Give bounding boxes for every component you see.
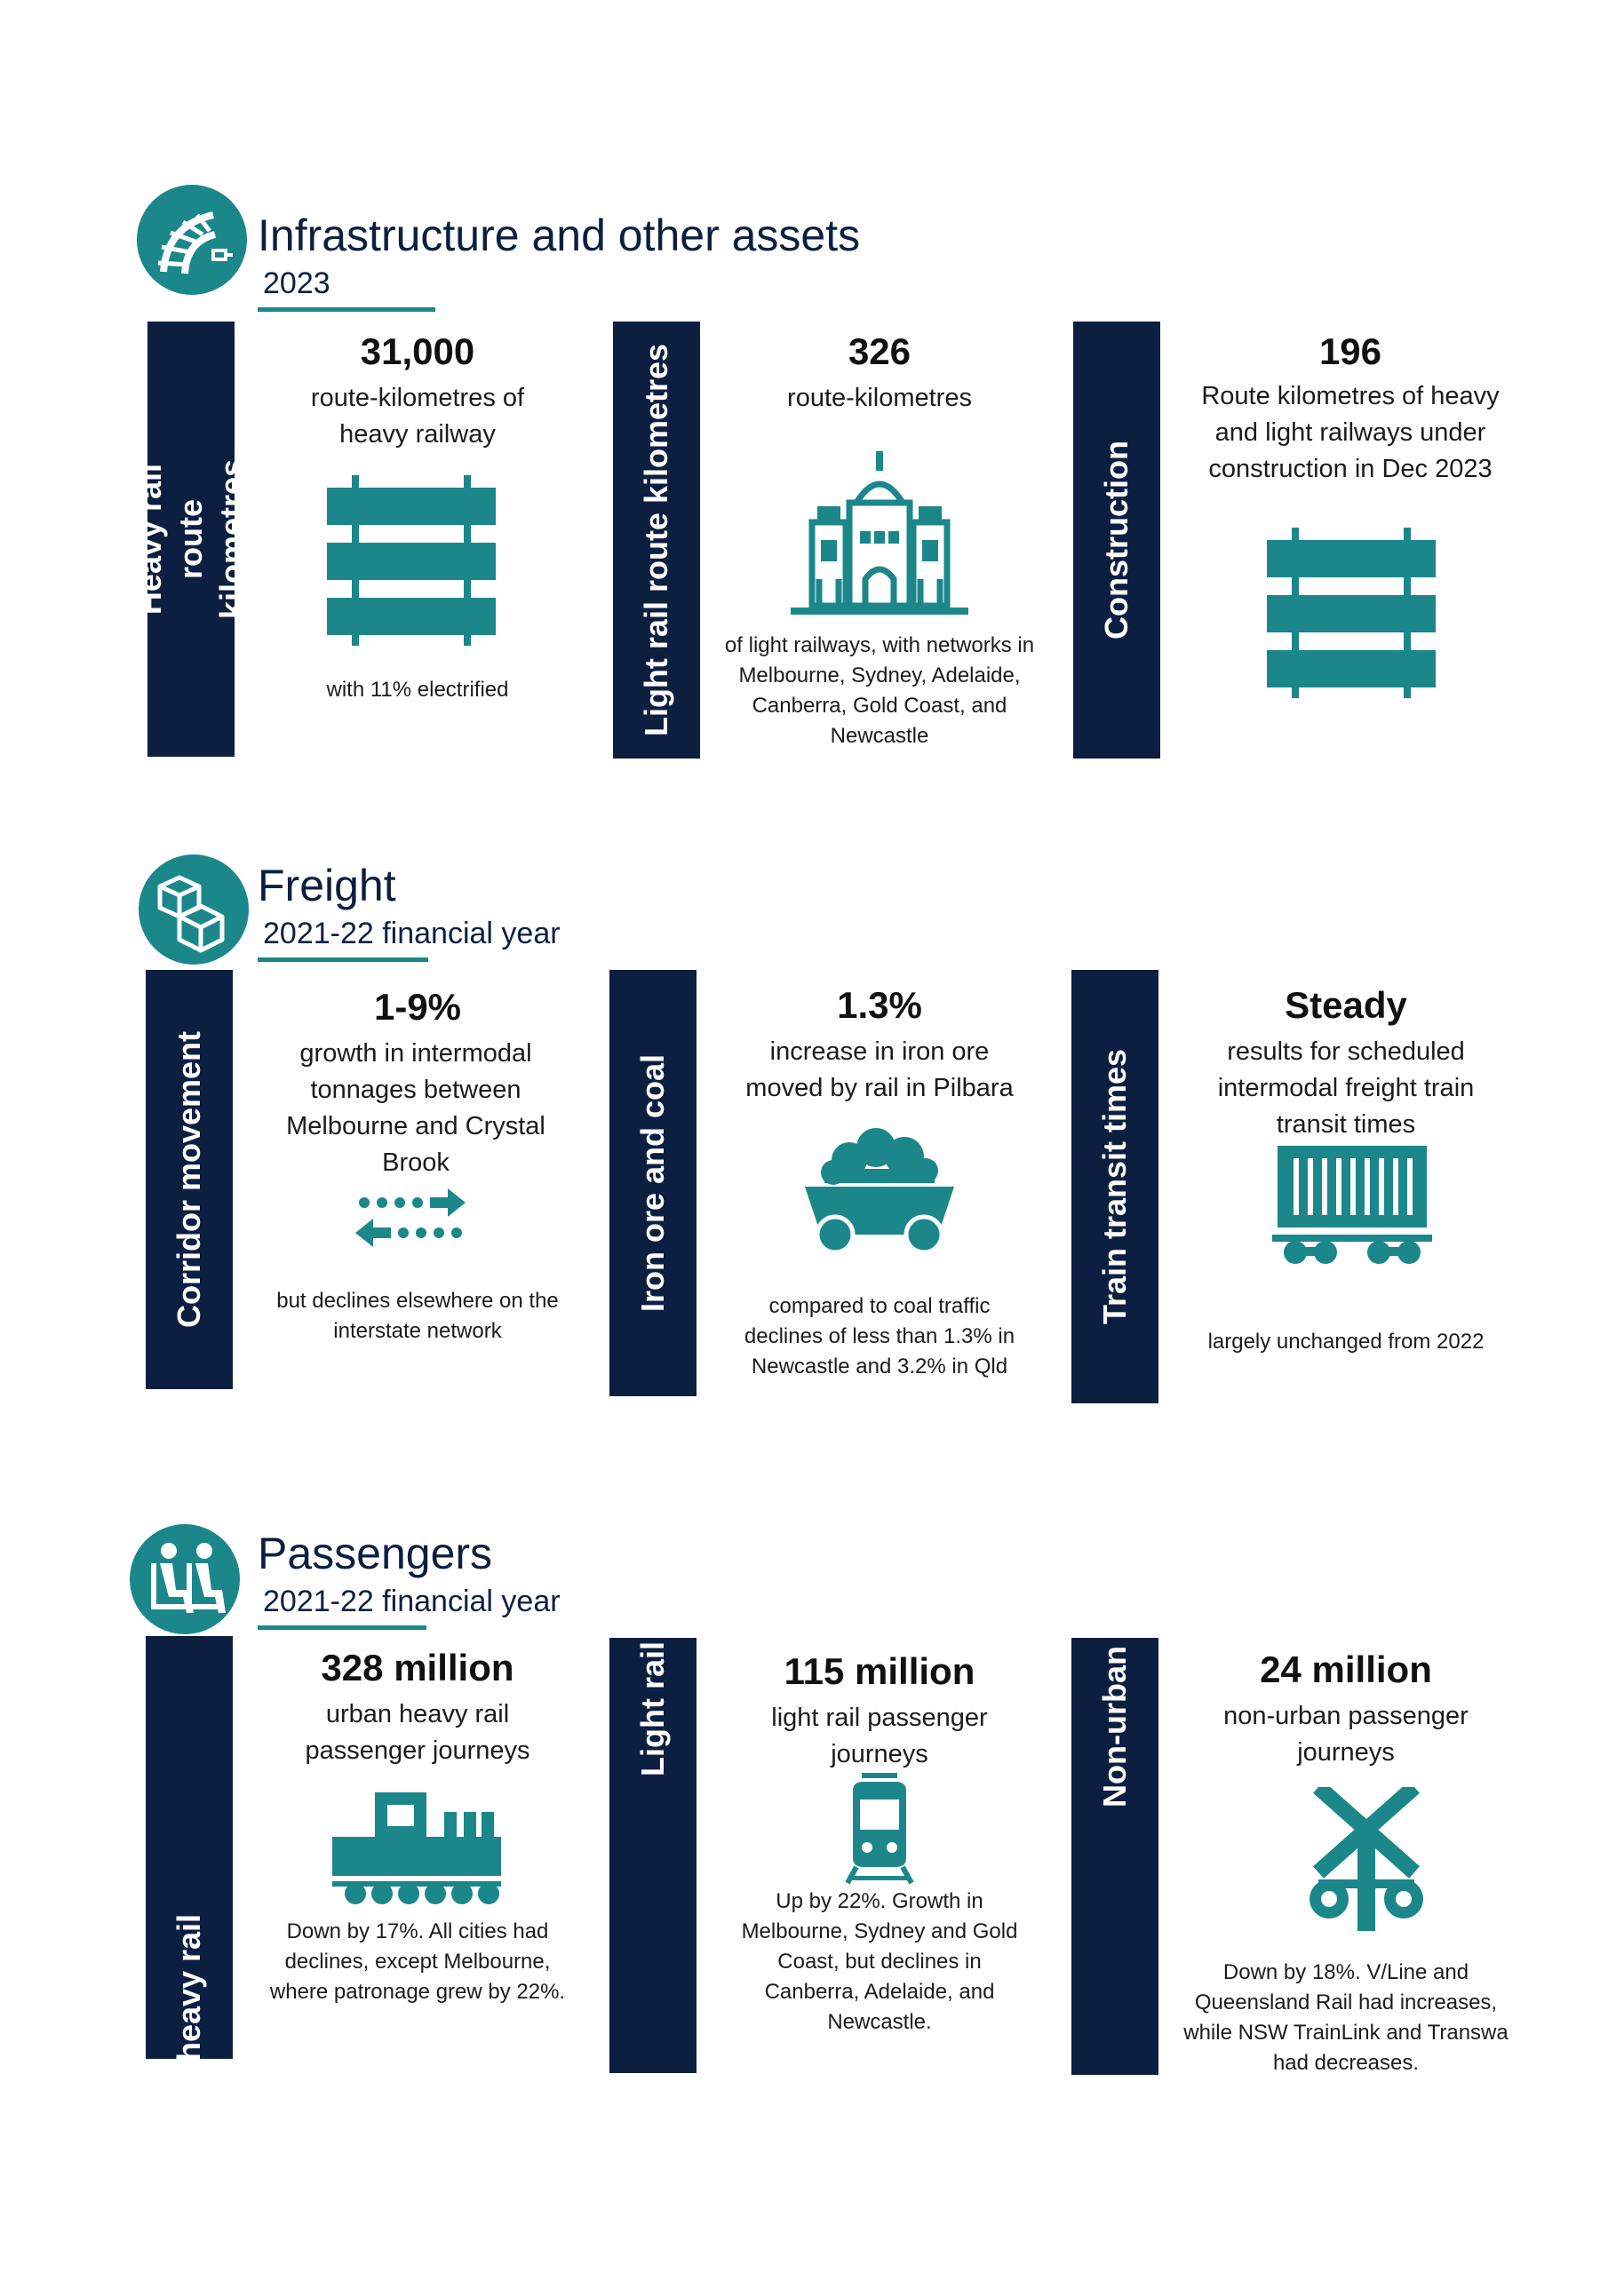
section-title-infrastructure: Infrastructure and other assets	[258, 211, 861, 260]
card-label-bar	[1073, 322, 1160, 759]
card-description: route-kilometres of heavy railway	[310, 384, 525, 449]
two-way-arrows-icon	[355, 1188, 466, 1247]
card-label-bar	[613, 322, 700, 759]
card-label-corridor: Corridor movement	[171, 1030, 207, 1329]
card-label-non-urban: Non-urban	[1096, 1646, 1133, 1807]
boxes-icon	[139, 854, 249, 965]
card-note: Up by 22%. Growth in Melbourne, Sydney and Gold Coast, but declines in Canberra, Adelaide, and Newcastle.	[741, 1889, 1018, 2034]
card-value: 326	[848, 330, 912, 372]
card-label-bar	[1071, 1638, 1158, 2075]
card-label-urban-heavy-rail: Urban heavy rail	[171, 1913, 207, 2164]
section-title-freight: Freight	[258, 861, 396, 910]
card-note: compared to coal traffic declines of less than 1.3% in Newcastle and 3.2% in Qld	[744, 1294, 1015, 1378]
card-description: route-kilometres	[787, 384, 972, 412]
section-subtitle-passengers: 2021-22 financial year	[263, 1585, 561, 1618]
card-label-light-rail: Light rail	[634, 1641, 671, 1776]
passenger-seats-icon	[130, 1524, 240, 1634]
card-description: non-urban passenger journeys	[1223, 1702, 1469, 1767]
card-description: Route kilometres of heavy and light railways under construction in Dec 2023	[1201, 382, 1500, 483]
card-note: with 11% electrified	[326, 678, 509, 702]
section-subtitle-freight: 2021-22 financial year	[263, 917, 561, 950]
card-label-bar	[609, 970, 697, 1396]
freight-wagon-icon	[1272, 1146, 1432, 1267]
rail-track-icon	[1267, 528, 1436, 698]
card-value: 1.3%	[837, 984, 922, 1026]
card-label-bar	[146, 1636, 233, 2164]
card-note: Down by 17%. All cities had declines, except Melbourne, where patronage grew by 22%.	[269, 1919, 566, 2004]
card-label-heavy-rail: Heavy rail route kilometres	[131, 458, 250, 620]
card-label-iron-ore: Iron ore and coal	[634, 1053, 671, 1313]
card-label-bar	[1071, 970, 1158, 1403]
card-label-bar	[131, 322, 250, 757]
card-description: urban heavy rail passenger journeys	[305, 1700, 530, 1765]
card-value: 31,000	[360, 330, 475, 372]
card-label-construction: Construction	[1098, 441, 1134, 640]
locomotive-icon	[332, 1792, 501, 1904]
card-description: increase in iron ore moved by rail in Pilbara	[745, 1037, 1014, 1102]
section-underline	[258, 957, 428, 962]
level-crossing-icon	[1302, 1787, 1430, 1931]
ore-wagon-icon	[805, 1121, 954, 1254]
section-underline	[258, 1625, 426, 1630]
card-value: Steady	[1285, 984, 1407, 1026]
card-note: largely unchanged from 2022	[1207, 1330, 1485, 1354]
card-description: light rail passenger journeys	[771, 1704, 988, 1768]
card-value: 328 million	[321, 1647, 514, 1688]
card-label-light-rail: Light rail route kilometres	[638, 343, 674, 737]
card-value: 115 million	[784, 1650, 975, 1692]
card-description: results for scheduled intermodal freight train transit times	[1217, 1037, 1475, 1139]
card-label-transit-times: Train transit times	[1096, 1048, 1133, 1325]
tram-icon	[844, 1773, 915, 1885]
section-underline	[258, 307, 435, 312]
rail-track-curve-icon	[137, 185, 247, 295]
card-description: growth in intermodal tonnages between Melbourne and Crystal Brook	[286, 1039, 545, 1177]
section-subtitle-infrastructure: 2023	[263, 266, 330, 300]
card-label-bar	[609, 1638, 697, 2073]
card-value: 1-9%	[373, 986, 462, 1028]
card-note: Down by 18%. V/Line and Queensland Rail had increases, while NSW TrainLink and Transwa had decreases.	[1183, 1960, 1509, 2075]
card-note: but declines elsewhere on the interstate network	[276, 1289, 559, 1343]
card-label-bar	[146, 970, 233, 1389]
section-title-passengers: Passengers	[258, 1529, 493, 1578]
card-value: 24 million	[1260, 1649, 1432, 1690]
card-value: 196	[1318, 330, 1382, 372]
rail-track-icon	[327, 475, 496, 646]
station-building-icon	[791, 446, 968, 616]
card-note: of light railways, with networks in Melbourne, Sydney, Adelaide, Canberra, Gold Coast, and Newcastle	[724, 633, 1035, 748]
